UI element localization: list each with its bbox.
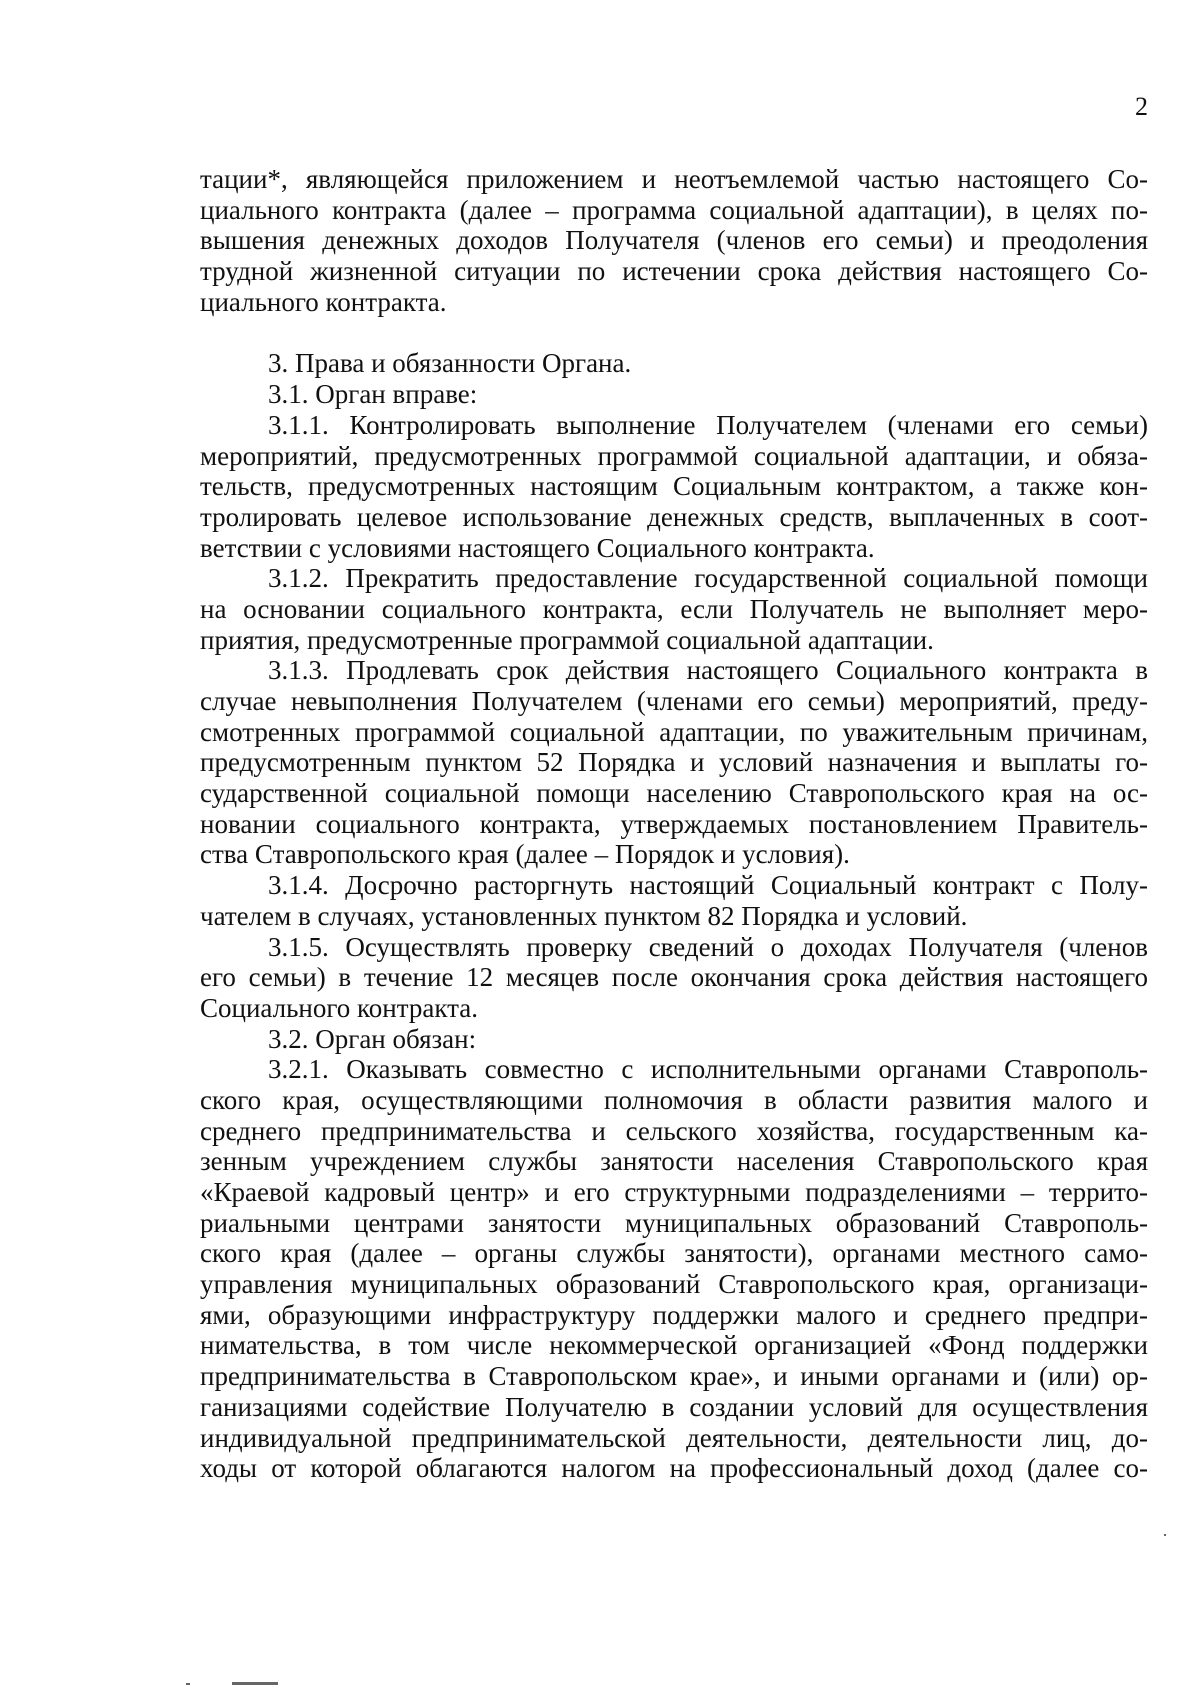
- section-heading: 3. Права и обязанности Органа.: [268, 348, 632, 379]
- clause-3-1-4: [200, 870, 1148, 931]
- text-line: циального контракта (далее – программа социальной адаптации), в целях по-: [200, 194, 1148, 225]
- clause-3-1-2: [200, 563, 1148, 655]
- text-line: новании социального контракта, утверждаемых постановлением Правитель-: [200, 808, 1148, 839]
- text-line: Социального контракта.: [200, 992, 478, 1023]
- text-line: циального контракта.: [200, 286, 447, 317]
- text-line: его семьи) в течение 12 месяцев после окончания срока действия настоящего: [200, 962, 1148, 993]
- text-line: на основании социального контракта, если Получатель не выполняет меро-: [200, 593, 1148, 624]
- paragraph-continuation: [200, 164, 1148, 317]
- text-line: индивидуальной предпринимательской деятельности, деятельности лиц, до-: [200, 1422, 1148, 1453]
- text-line: ями, образующими инфраструктуру поддержки малого и среднего предпри-: [200, 1299, 1148, 1330]
- text-line: вышения денежных доходов Получателя (членов его семьи) и преодоления: [200, 225, 1148, 256]
- clause-3-2-1: [200, 1054, 1148, 1484]
- text-line: ганизациями содействие Получателю в создании условий для осуществления: [200, 1391, 1148, 1422]
- clause-3-1-5: [200, 932, 1148, 1024]
- scan-artifact: [186, 1683, 190, 1685]
- text-line: тельств, предусмотренных настоящим Социальным контрактом, а также кон-: [200, 471, 1148, 502]
- text-line: тации*, являющейся приложением и неотъемлемой частью настоящего Со-: [200, 164, 1148, 194]
- text-line: мероприятий, предусмотренных программой социальной адаптации, и обяза-: [200, 440, 1148, 471]
- clause-heading: 3.1. Орган вправе:: [268, 379, 478, 410]
- text-line: ства Ставропольского края (далее – Порядок и условия).: [200, 839, 850, 870]
- text-line: 3.1.1. Контролировать выполнение Получателем (членами его семьи): [268, 409, 1148, 440]
- clause-heading: 3.2. Орган обязан:: [268, 1023, 477, 1054]
- text-line: зенным учреждением службы занятости населения Ставропольского края: [200, 1146, 1148, 1177]
- text-line: 3.1.5. Осуществлять проверку сведений о доходах Получателя (членов: [268, 931, 1148, 962]
- text-line: ходы от которой облагаются налогом на профессиональный доход (далее со-: [200, 1453, 1148, 1484]
- scan-artifact: [232, 1682, 278, 1685]
- text-line: чателем в случаях, установленных пунктом 82 Порядка и условий.: [200, 900, 968, 931]
- text-line: предпринимательства в Ставропольском крае», и иными органами и (или) ор-: [200, 1361, 1148, 1392]
- text-line: ветствии с условиями настоящего Социального контракта.: [200, 532, 875, 563]
- text-line: нимательства, в том числе некоммерческой организацией «Фонд поддержки: [200, 1330, 1148, 1361]
- text-line: случае невыполнения Получателем (членами его семьи) мероприятий, преду-: [200, 686, 1148, 716]
- text-line: смотренных программой социальной адаптации, по уважительным причинам,: [200, 716, 1148, 747]
- text-line: риальными центрами занятости муниципальных образований Ставрополь-: [200, 1207, 1148, 1238]
- clause-3-1-1: [200, 410, 1148, 563]
- scan-artifact: [1164, 1534, 1166, 1536]
- text-line: «Краевой кадровый центр» и его структурными подразделениями – террито-: [200, 1177, 1148, 1207]
- section-heading-3: [200, 348, 1148, 379]
- clause-3-1: [200, 379, 1148, 410]
- page-number: 2: [1135, 92, 1148, 121]
- text-line: предусмотренным пунктом 52 Порядка и условий назначения и выплаты го-: [200, 747, 1148, 778]
- text-line: 3.1.2. Прекратить предоставление государственной социальной помощи: [268, 563, 1148, 594]
- text-line: тролировать целевое использование денежных средств, выплаченных в соот-: [200, 501, 1148, 532]
- text-line: 3.1.3. Продлевать срок действия настоящего Социального контракта в: [268, 655, 1148, 686]
- text-line: 3.1.4. Досрочно расторгнуть настоящий Социальный контракт с Полу-: [268, 870, 1148, 901]
- clause-3-2: [200, 1024, 1148, 1055]
- clause-3-1-3: [200, 655, 1148, 870]
- text-line: ского края (далее – органы службы занятости), органами местного само-: [200, 1238, 1148, 1269]
- text-line: приятия, предусмотренные программой социальной адаптации.: [200, 624, 934, 655]
- text-line: среднего предпринимательства и сельского хозяйства, государственным ка-: [200, 1115, 1148, 1146]
- text-line: трудной жизненной ситуации по истечении срока действия настоящего Со-: [200, 256, 1148, 287]
- text-line: 3.2.1. Оказывать совместно с исполнительными органами Ставрополь-: [268, 1054, 1148, 1085]
- text-line: сударственной социальной помощи населению Ставропольского края на ос-: [200, 778, 1148, 809]
- text-line: ского края, осуществляющими полномочия в области развития малого и: [200, 1084, 1148, 1115]
- text-line: управления муниципальных образований Ставропольского края, организаци-: [200, 1269, 1148, 1300]
- document-body: [200, 164, 1148, 1484]
